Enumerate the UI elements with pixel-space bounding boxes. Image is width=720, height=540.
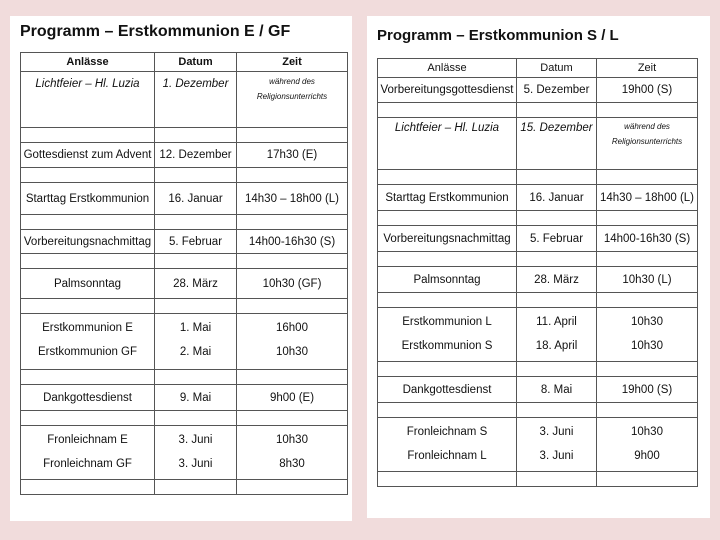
date-cell: 3. Juni — [539, 450, 574, 462]
program-table — [20, 52, 348, 495]
time-cell: 17h30 (E) — [266, 149, 318, 161]
table-header-row — [378, 59, 698, 78]
time-cell: 16h00 — [276, 322, 308, 334]
spacer-row — [378, 472, 698, 487]
spacer-row — [21, 128, 348, 143]
time-cell: Religionsunterrichts — [256, 92, 328, 101]
program-sheet-right — [367, 16, 710, 518]
time-cell: während des — [624, 122, 670, 131]
time-cell: 14h30 – 18h00 (L) — [245, 192, 339, 205]
table-row — [21, 385, 348, 411]
event-cell: Lichtfeier – Hl. Luzia — [35, 78, 140, 90]
time-cell: 14h00-16h30 (S) — [603, 232, 691, 245]
event-cell: Erstkommunion GF — [37, 346, 138, 358]
spacer-row — [378, 103, 698, 118]
header-date: Datum — [155, 53, 237, 72]
table-row — [21, 314, 348, 370]
table-row — [21, 269, 348, 299]
event-cell: Lichtfeier – Hl. Luzia — [394, 122, 500, 134]
program-table — [377, 58, 698, 487]
date-cell: 1. Dezember — [162, 78, 229, 90]
event-cell: Vorbereitungsgottesdienst — [380, 84, 514, 96]
table-row — [21, 183, 348, 215]
spacer-row — [21, 411, 348, 426]
event-cell: Starttag Erstkommunion — [385, 191, 509, 204]
event-cell: Gottesdienst zum Advent — [23, 149, 152, 161]
event-cell: Erstkommunion L — [402, 316, 492, 328]
time-cell: während des — [269, 77, 315, 86]
spacer-row — [378, 403, 698, 418]
event-cell: Erstkommunion S — [401, 340, 493, 352]
spacer-row — [21, 370, 348, 385]
table-row — [378, 78, 698, 103]
event-cell: Dankgottesdienst — [43, 391, 132, 404]
time-cell: 9h00 (E) — [269, 391, 315, 404]
date-cell: 16. Januar — [168, 192, 223, 205]
header-time: Zeit — [597, 59, 698, 78]
date-cell: 5. Februar — [529, 232, 584, 245]
page-title: Programm – Erstkommunion S / L — [377, 27, 619, 44]
event-cell: Erstkommunion E — [42, 322, 133, 334]
table-row — [378, 267, 698, 293]
table-header-row — [21, 53, 348, 72]
time-cell: Religionsunterrichts — [611, 137, 683, 146]
date-cell: 11. April — [536, 316, 577, 328]
table-row — [378, 418, 698, 472]
page-title: Programm – Erstkommunion E / GF — [20, 23, 291, 40]
table-row — [378, 377, 698, 403]
event-cell: Palmsonntag — [413, 273, 481, 286]
date-cell: 3. Juni — [539, 426, 574, 438]
spacer-row — [378, 362, 698, 377]
event-cell: Vorbereitungsnachmittag — [383, 232, 511, 245]
date-cell: 28. März — [173, 277, 218, 290]
table-row — [378, 118, 698, 170]
header-events: Anlässe — [378, 59, 517, 78]
program-sheet-left — [10, 16, 352, 521]
time-cell: 10h30 (GF) — [262, 277, 322, 290]
time-cell: 10h30 — [631, 340, 663, 352]
event-cell: Fronleichnam S — [406, 426, 488, 438]
time-cell: 9h00 — [634, 450, 660, 462]
event-cell: Dankgottesdienst — [402, 383, 492, 396]
header-date: Datum — [517, 59, 597, 78]
date-cell: 3. Juni — [178, 458, 213, 470]
event-cell: Vorbereitungsnachmittag — [23, 235, 152, 248]
time-cell: 8h30 — [279, 458, 305, 470]
date-cell: 5. Dezember — [523, 84, 590, 96]
spacer-row — [378, 252, 698, 267]
table-row — [378, 185, 698, 211]
spacer-row — [21, 254, 348, 269]
event-cell: Fronleichnam GF — [43, 458, 132, 470]
time-cell: 14h00-16h30 (S) — [248, 235, 336, 248]
spacer-row — [21, 215, 348, 230]
date-cell: 28. März — [534, 273, 579, 286]
time-cell: 10h30 — [276, 434, 308, 446]
date-cell: 8. Mai — [540, 383, 573, 396]
time-cell: 10h30 (L) — [622, 273, 672, 286]
spacer-row — [21, 299, 348, 314]
event-cell: Fronleichnam E — [47, 434, 128, 446]
spacer-row — [378, 211, 698, 226]
spacer-row — [378, 170, 698, 185]
table-row — [378, 226, 698, 252]
time-cell: 14h30 – 18h00 (L) — [600, 191, 694, 204]
table-row — [21, 72, 348, 128]
date-cell: 16. Januar — [529, 191, 584, 204]
time-cell: 19h00 (S) — [621, 383, 673, 396]
event-cell: Starttag Erstkommunion — [25, 192, 150, 205]
table-row — [21, 143, 348, 168]
header-events: Anlässe — [21, 53, 155, 72]
event-cell: Fronleichnam L — [407, 450, 487, 462]
date-cell: 5. Februar — [168, 235, 223, 248]
table-row — [378, 308, 698, 362]
date-cell: 1. Mai — [179, 322, 212, 334]
date-cell: 2. Mai — [179, 346, 212, 358]
spacer-row — [21, 480, 348, 495]
date-cell: 15. Dezember — [520, 122, 593, 134]
spacer-row — [21, 168, 348, 183]
table-row — [21, 426, 348, 480]
event-cell: Palmsonntag — [53, 277, 122, 290]
date-cell: 9. Mai — [179, 391, 212, 404]
time-cell: 19h00 (S) — [621, 84, 673, 96]
time-cell: 10h30 — [631, 426, 663, 438]
date-cell: 3. Juni — [178, 434, 213, 446]
date-cell: 12. Dezember — [159, 149, 232, 161]
time-cell: 10h30 — [276, 346, 308, 358]
header-time: Zeit — [237, 53, 348, 72]
time-cell: 10h30 — [631, 316, 663, 328]
table-row — [21, 230, 348, 254]
spacer-row — [378, 293, 698, 308]
date-cell: 18. April — [535, 340, 578, 352]
